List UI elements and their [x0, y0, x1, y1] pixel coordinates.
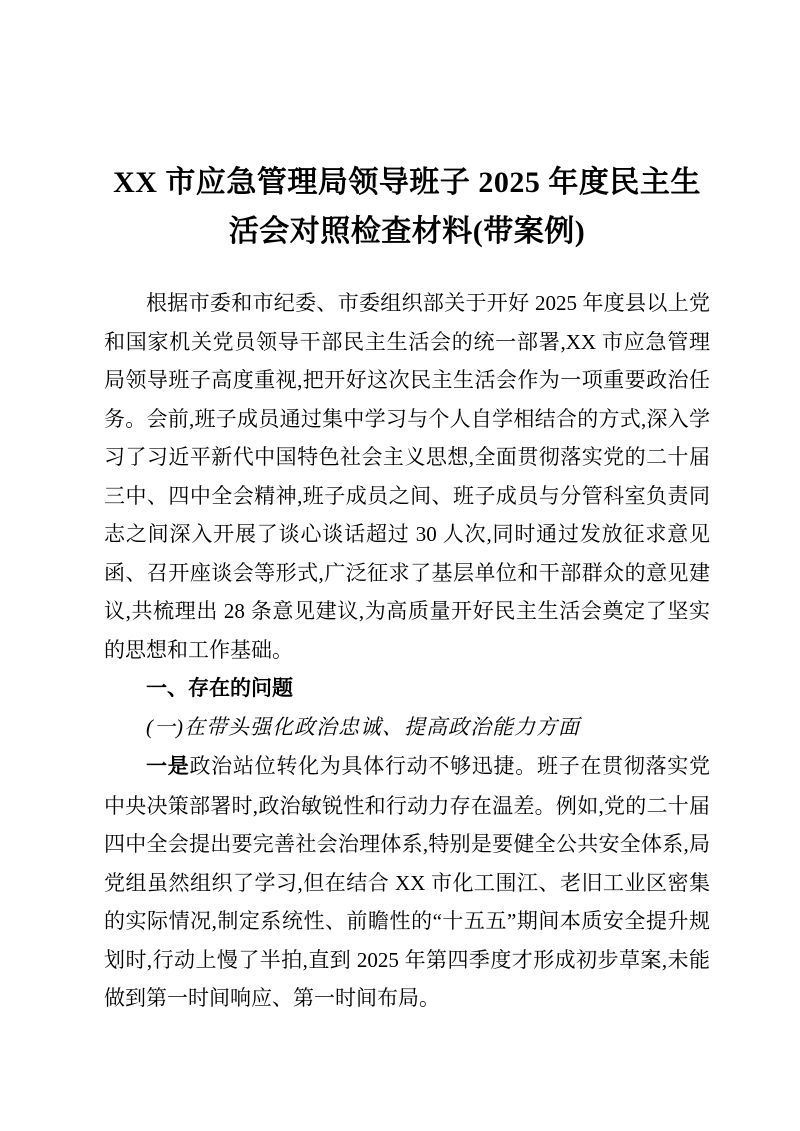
- point-one-text: 政治站位转化为具体行动不够迅捷。班子在贯彻落实党中央决策部署时,政治敏锐性和行动力存在温差。例如,党的二十届四中全会提出要完善社会治理体系,特别是要健全公共安全体系,局党组虽然组织了学习,但在结合 XX 市化工围江、老旧工业区密集的实际情况,制定系统性、前瞻性的“十五五”期间本质安全提升规划时,行动上慢了半拍,直到 2025 年第四季度才形成初步草案,未能做到第一时间响应、第一时间布局。: [104, 754, 711, 1010]
- section-heading-problems: 一、存在的问题: [146, 677, 293, 700]
- subsection-heading-political-loyalty: (一)在带头强化政治忠诚、提高政治能力方面: [146, 715, 580, 739]
- intro-paragraph: 根据市委和市纪委、市委组织部关于开好 2025 年度县以上党和国家机关党员领导干部民主生活会的统一部署,XX 市应急管理局领导班子高度重视,把开好这次民主生活会作为一项重要政治任务。会前,班子成员通过集中学习与个人自学相结合的方式,深入学习了习近平新代中国特色社会主义思想,全面贯彻落实党的二十届三中、四中全会精神,班子成员之间、班子成员与分管科室负责同志之间深入开展了谈心谈话超过 30 人次,同时通过发放征求意见函、召开座谈会等形式,广泛征求了基层单位和干部群众的意见建议,共梳理出 28 条意见建议,为高质量开好民主生活会奠定了坚实的思想和工作基础。: [104, 291, 710, 662]
- document-content: [104, 158, 710, 1018]
- point-one-paragraph: [104, 747, 710, 1018]
- point-one-lead: 一是: [146, 755, 190, 778]
- document-title: XX 市应急管理局领导班子 2025 年度民主生活会对照检查材料(带案例): [113, 166, 701, 248]
